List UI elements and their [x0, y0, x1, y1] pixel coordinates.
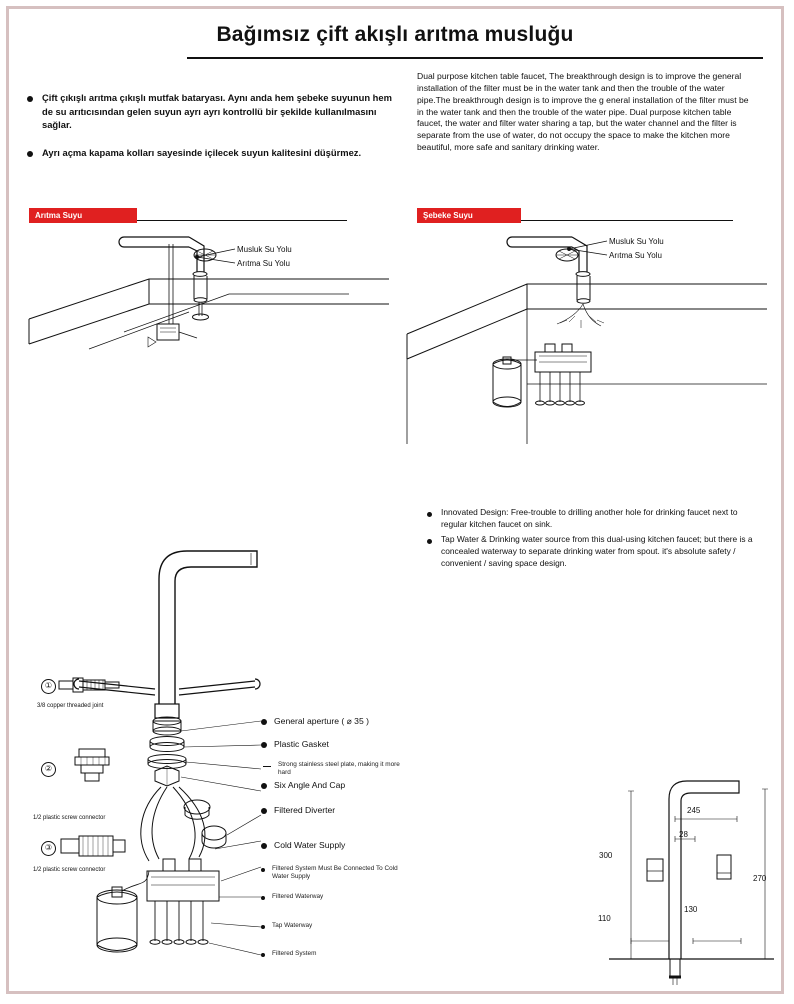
bullet-dot-icon: [427, 512, 432, 517]
english-description-text: Dual purpose kitchen table faucet, The breakthrough design is to improve the general installation of the filter must be in the water tank and then the trouble of the water pipe.The breakthrough design is to improve the g eneral installation of the filter must be in the water tank and then the trouble of the water pipe. Dual purpose kitchen table faucet, the water and filter water sharing a tap, but the water channel and the filter is separate from the use of water, do not occupy the space to make the kitchen more beautiful, more safe and sanitary drinking water.: [417, 71, 749, 153]
left-label-musluk: Musluk Su Yolu: [237, 245, 292, 254]
callout-label: Plastic Gasket: [274, 739, 329, 749]
dimension-base-mid: 130: [684, 905, 698, 914]
turkish-bullet-text: Ayrı açma kapama kolları sayesinde içilecek suyun kalitesini düşürmez.: [42, 146, 362, 158]
callout-filtered-system: [261, 950, 411, 958]
callout-tap-waterway: [261, 922, 411, 930]
callout-label: General aperture ( ⌀ 35 ): [274, 716, 369, 726]
bullet-dot-icon: [261, 843, 267, 849]
bullet-dot-icon: [261, 868, 265, 872]
callout-steel-plate: [263, 761, 403, 777]
dash-icon: [263, 766, 271, 767]
bullet-dot-icon: [27, 151, 33, 157]
callout-label: Cold Water Supply: [274, 840, 346, 850]
dimension-base-left: 110: [598, 914, 611, 923]
callout-label: Six Angle And Cap: [274, 780, 346, 790]
callout-label: Filtered Diverter: [274, 805, 336, 815]
connector-detail-3: [57, 831, 137, 865]
right-label-musluk: Musluk Su Yolu: [609, 237, 664, 246]
list-item: [23, 146, 403, 160]
bullet-dot-icon: [261, 953, 265, 957]
connector-number-1: ①: [41, 679, 56, 694]
english-description: [417, 71, 757, 154]
callout-label: Strong stainless steel plate, making it more hard: [278, 761, 400, 776]
english-bullet-list: [423, 507, 753, 573]
page-inner: [9, 9, 781, 991]
list-item: [423, 534, 753, 570]
callout-filtered-waterway: [261, 893, 411, 901]
turkish-bullet-text: Çift çıkışlı arıtma çıkışlı mutfak bataryası. Aynı anda hem şebeke suyunun hem de su arıtıcısından gelen suyun ayrı ayrı kontrollü bir şekilde kullanılmasını sağlar.: [42, 92, 392, 131]
bullet-dot-icon: [261, 896, 265, 900]
connector-detail-1: [57, 669, 137, 699]
connector-caption-2: 1/2 plastic screw connector: [33, 815, 106, 821]
bullet-dot-icon: [261, 719, 267, 725]
connector-detail-2: [57, 747, 137, 787]
panel-tab-rule-left: [137, 220, 347, 221]
callout-label: Tap Waterway: [272, 922, 313, 929]
panel-tab-rule-right: [521, 220, 733, 221]
list-item: [23, 91, 403, 132]
left-label-leaders: [195, 247, 239, 271]
panel-tab-sebeke-suyu: Şebeke Suyu: [417, 208, 521, 223]
connector-caption-1: 3/8 copper threaded joint: [37, 703, 104, 709]
callout-label: Filtered Waterway: [272, 893, 324, 900]
left-label-aritma: Arıtma Su Yolu: [237, 259, 290, 268]
english-bullet-text: Innovated Design: Free-trouble to drilling another hole for drinking faucet next to regular kitchen faucet on sink.: [441, 507, 738, 529]
page-frame: [6, 6, 784, 994]
callout-plastic-gasket: [261, 739, 431, 750]
bullet-dot-icon: [261, 808, 267, 814]
dimension-offset: 28: [679, 830, 688, 839]
callout-general-aperture: [261, 716, 431, 727]
diagram-dimensions: [569, 759, 779, 989]
callout-label: Filtered System: [272, 950, 317, 957]
panel-tab-aritma-suyu: Arıtma Suyu: [29, 208, 137, 223]
bullet-dot-icon: [27, 96, 33, 102]
right-label-aritma: Arıtma Su Yolu: [609, 251, 662, 260]
callout-filtered-diverter: [261, 805, 431, 816]
callout-filtered-system-note: [261, 865, 411, 881]
right-label-leaders: [567, 239, 611, 263]
callout-cold-water-supply: [261, 840, 431, 851]
connector-number-2: ②: [41, 762, 56, 777]
callout-six-angle-cap: [261, 780, 431, 791]
callout-label: Filtered System Must Be Connected To Cold Water Supply: [272, 865, 398, 880]
dimension-height-right: 270: [753, 874, 767, 883]
list-item: [423, 507, 753, 531]
dimension-height-left: 300: [599, 851, 613, 860]
dimension-width-top: 245: [687, 806, 701, 815]
bullet-dot-icon: [427, 539, 432, 544]
turkish-bullet-list: [23, 91, 403, 174]
page-title: Bağımsız çift akışlı arıtma musluğu: [216, 23, 574, 46]
connector-caption-3: 1/2 plastic screw connector: [33, 867, 106, 873]
bullet-dot-icon: [261, 783, 267, 789]
title-divider: [187, 57, 763, 59]
english-bullet-text: Tap Water & Drinking water source from this dual-using kitchen faucet; but there is a concealed waterway to separate drinking water from spout. it's absolute safety / convenient / saving space design.: [441, 533, 753, 568]
connector-number-3: ③: [41, 841, 56, 856]
bullet-dot-icon: [261, 742, 267, 748]
bullet-dot-icon: [261, 925, 265, 929]
